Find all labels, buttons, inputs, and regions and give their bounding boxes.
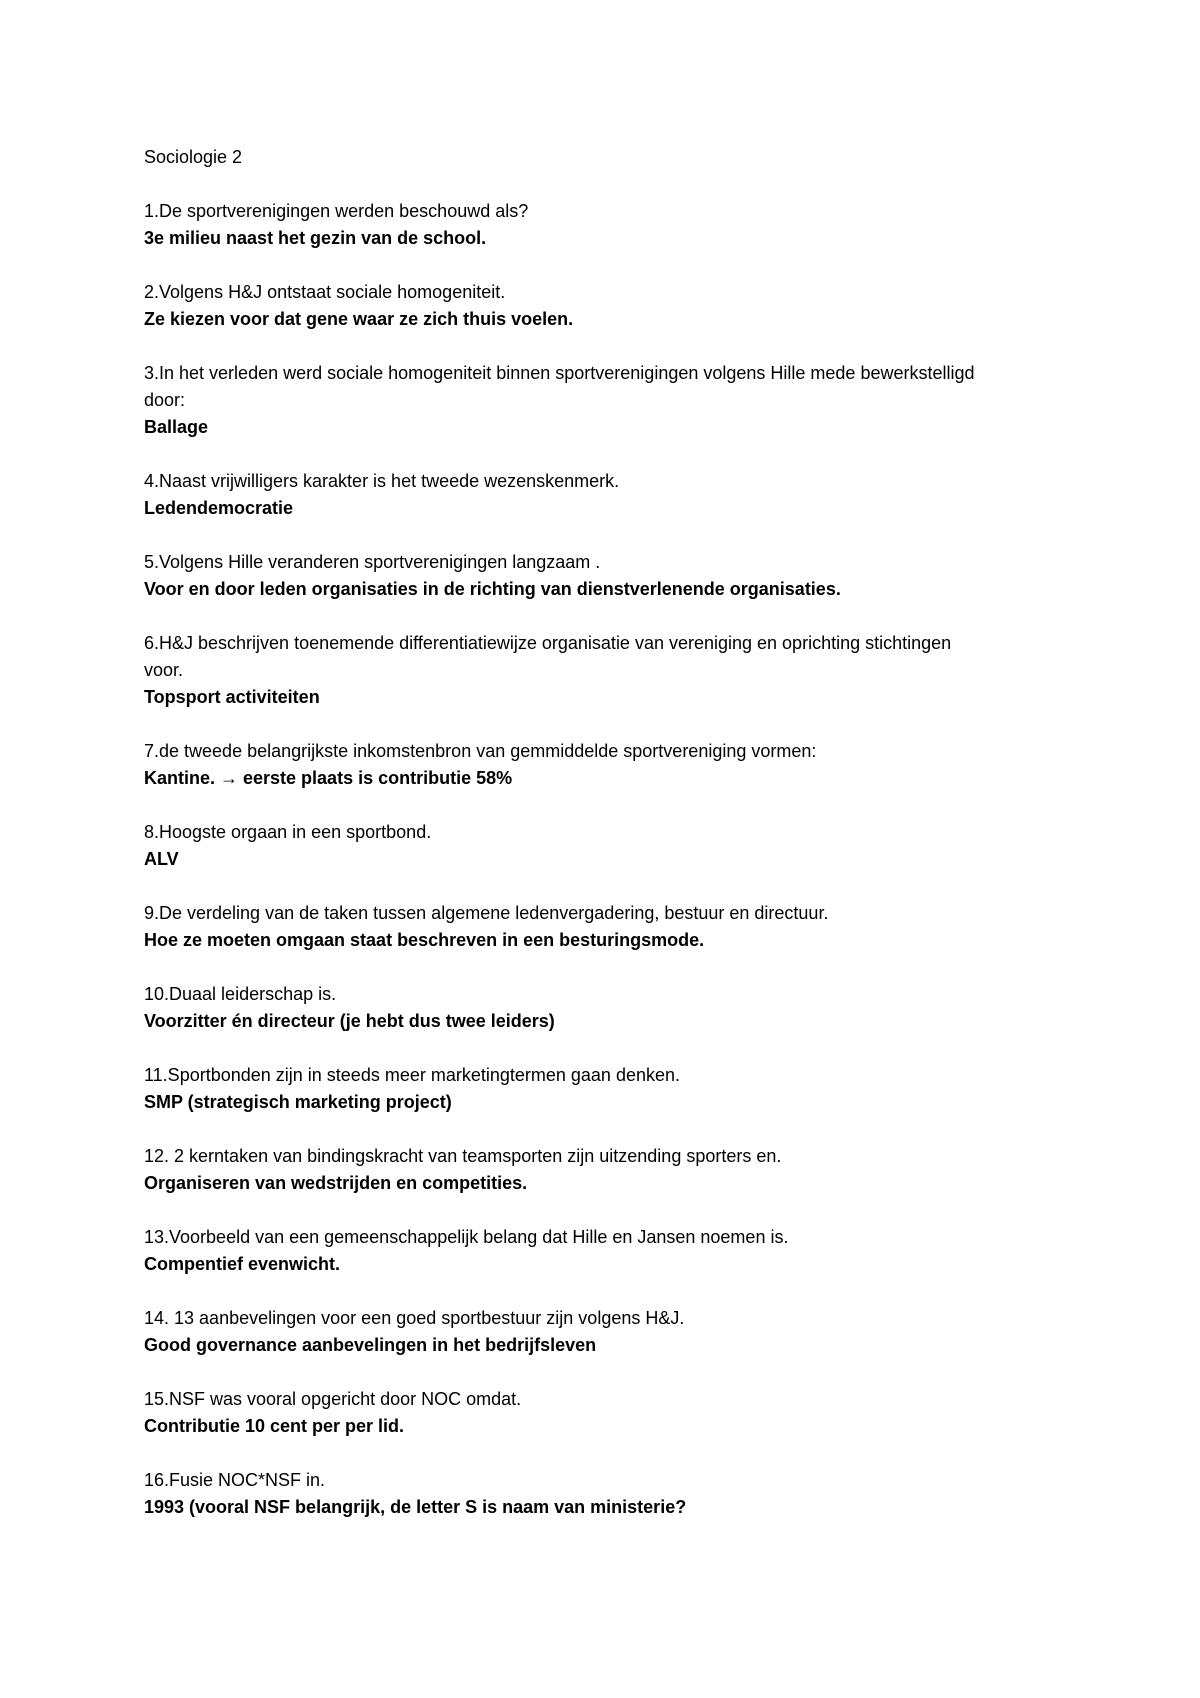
answer-12: Organiseren van wedstrijden en competities. <box>144 1173 528 1193</box>
answer-14: Good governance aanbevelingen in het bedrijfsleven <box>144 1335 597 1355</box>
answer-5: Voor en door leden organisaties in de richting van dienstverlenende organisaties. <box>144 579 841 599</box>
question-3: 3.In het verleden werd sociale homogeniteit binnen sportverenigingen volgens Hille mede bewerkstelligd door: <box>144 363 975 410</box>
qa-item-5 <box>144 549 984 603</box>
answer-13: Compentief evenwicht. <box>144 1254 341 1274</box>
answer-7: Kantine. → eerste plaats is contributie 58% <box>144 768 513 788</box>
question-11: 11.Sportbonden zijn in steeds meer marketingtermen gaan denken. <box>144 1065 680 1085</box>
answer-2: Ze kiezen voor dat gene waar ze zich thuis voelen. <box>144 309 574 329</box>
answer-1: 3e milieu naast het gezin van de school. <box>144 228 487 248</box>
qa-item-9 <box>144 900 984 954</box>
document-title: Sociologie 2 <box>144 147 243 167</box>
qa-item-12 <box>144 1143 984 1197</box>
question-8: 8.Hoogste orgaan in een sportbond. <box>144 822 432 842</box>
answer-9: Hoe ze moeten omgaan staat beschreven in een besturingsmode. <box>144 930 705 950</box>
qa-item-10 <box>144 981 984 1035</box>
qa-item-8 <box>144 819 984 873</box>
question-2: 2.Volgens H&J ontstaat sociale homogeniteit. <box>144 282 506 302</box>
question-13: 13.Voorbeeld van een gemeenschappelijk belang dat Hille en Jansen noemen is. <box>144 1227 789 1247</box>
qa-item-13 <box>144 1224 984 1278</box>
qa-item-1 <box>144 198 984 252</box>
question-5: 5.Volgens Hille veranderen sportverenigingen langzaam . <box>144 552 601 572</box>
qa-item-3 <box>144 360 984 441</box>
question-4: 4.Naast vrijwilligers karakter is het tweede wezenskenmerk. <box>144 471 620 491</box>
question-16: 16.Fusie NOC*NSF in. <box>144 1470 326 1490</box>
qa-item-6 <box>144 630 984 711</box>
question-12: 12. 2 kerntaken van bindingskracht van teamsporten zijn uitzending sporters en. <box>144 1146 782 1166</box>
qa-item-4 <box>144 468 984 522</box>
question-7: 7.de tweede belangrijkste inkomstenbron van gemmiddelde sportvereniging vormen: <box>144 741 817 761</box>
question-1: 1.De sportverenigingen werden beschouwd als? <box>144 201 529 221</box>
question-14: 14. 13 aanbevelingen voor een goed sportbestuur zijn volgens H&J. <box>144 1308 685 1328</box>
answer-4: Ledendemocratie <box>144 498 294 518</box>
qa-item-16 <box>144 1467 984 1521</box>
question-9: 9.De verdeling van de taken tussen algemene ledenvergadering, bestuur en directuur. <box>144 903 829 923</box>
answer-8: ALV <box>144 849 179 869</box>
qa-item-11 <box>144 1062 984 1116</box>
question-6: 6.H&J beschrijven toenemende differentiatiewijze organisatie van vereniging en oprichting stichtingen voor. <box>144 633 952 680</box>
answer-15: Contributie 10 cent per per lid. <box>144 1416 405 1436</box>
document-content <box>144 144 984 1521</box>
answer-16: 1993 (vooral NSF belangrijk, de letter S is naam van ministerie? <box>144 1497 687 1517</box>
qa-item-15 <box>144 1386 984 1440</box>
question-10: 10.Duaal leiderschap is. <box>144 984 337 1004</box>
answer-3: Ballage <box>144 417 209 437</box>
qa-item-7 <box>144 738 984 792</box>
answer-10: Voorzitter én directeur (je hebt dus twee leiders) <box>144 1011 555 1031</box>
question-15: 15.NSF was vooral opgericht door NOC omdat. <box>144 1389 522 1409</box>
answer-11: SMP (strategisch marketing project) <box>144 1092 452 1112</box>
qa-item-14 <box>144 1305 984 1359</box>
qa-item-2 <box>144 279 984 333</box>
answer-6: Topsport activiteiten <box>144 687 320 707</box>
